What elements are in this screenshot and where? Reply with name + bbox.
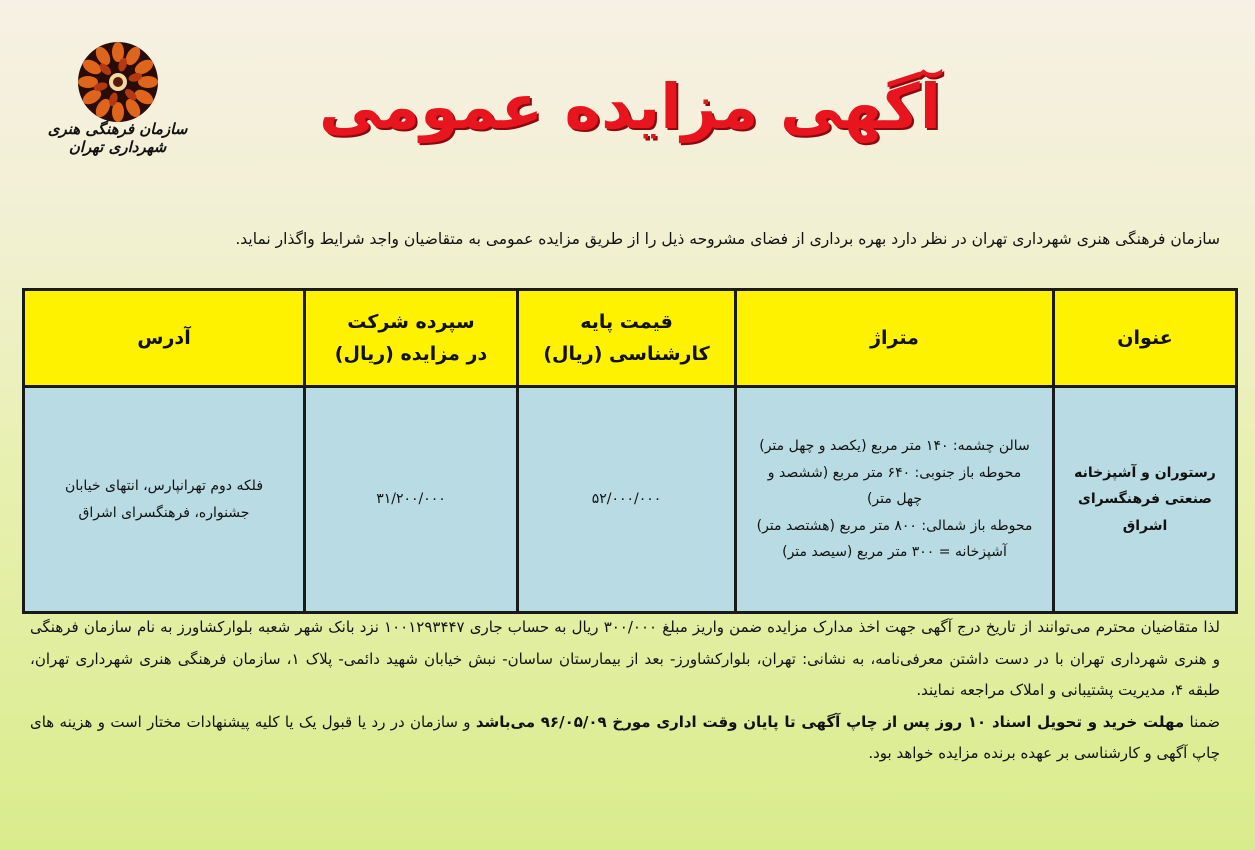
area-line-4: محوطه باز شمالی: ۸۰۰ متر مربع (هشتصد متر) bbox=[756, 517, 1033, 534]
footer-paragraph-2 bbox=[30, 707, 1220, 770]
cell-deposit: ۳۱/۲۰۰/۰۰۰ bbox=[305, 387, 518, 613]
auction-table bbox=[22, 288, 1238, 614]
header-base-price bbox=[518, 290, 736, 387]
header-deposit bbox=[305, 290, 518, 387]
logo-calligraphy: سازمان فرهنگی هنری شهرداری تهران bbox=[47, 120, 188, 156]
footer-text bbox=[30, 612, 1220, 770]
cell-base-price: ۵۲/۰۰۰/۰۰۰ bbox=[518, 387, 736, 613]
area-line-1: سالن چشمه: ۱۴۰ متر مربع (یکصد و چهل متر) bbox=[759, 438, 1030, 455]
page-title: آگهی مزایده عمومی bbox=[319, 70, 941, 143]
header-base-price-line2: کارشناسی (ریال) bbox=[543, 343, 710, 365]
cell-address: فلکه دوم تهرانپارس، انتهای خیابان جشنواره، فرهنگسرای اشراق bbox=[24, 387, 305, 613]
table-row bbox=[24, 387, 1237, 613]
cell-title: رستوران و آشپزخانه صنعتی فرهنگسرای اشراق bbox=[1054, 387, 1237, 613]
header-base-price-line1: قیمت پایه bbox=[580, 310, 673, 333]
footer-p2-rest: و سازمان در رد یا قبول یک یا کلیه پیشنهادات مختار است و هزینه های چاپ آگهی و کارشناسی بر عهده برنده مزایده خواهد بود. bbox=[30, 712, 1220, 762]
area-line-2: محوطه باز جنوبی: ۶۴۰ متر مربع (ششصد و bbox=[767, 464, 1022, 481]
intro-text: سازمان فرهنگی هنری شهرداری تهران در نظر دارد بهره برداری از فضای مشروحه ذیل را از طریق مزایده عمومی به متقاضیان واجد شرایط واگذار نماید. bbox=[235, 230, 1220, 248]
header-deposit-line2: در مزایده (ریال) bbox=[334, 343, 488, 365]
header-title: عنوان bbox=[1054, 290, 1237, 387]
area-line-3: چهل متر) bbox=[866, 491, 923, 508]
footer-paragraph-1: لذا متقاضیان محترم می‌توانند از تاریخ درج آگهی جهت اخذ مدارک مزایده ضمن واریز مبلغ ۳۰۰/۰۰۰ ریال به حساب جاری ۱۰۰۱۲۹۳۴۴۷ نزد بانک شهر شعبه بلوارکشاورز به نام سازمان فرهنگی و هنری شهرداری تهران با در دست داشتن معرفی‌نامه، به نشانی: تهران، بلوارکشاورز- بعد از بیمارستان ساسان- نبش خیابان شهید دائمی- پلاک ۱، سازمان فرهنگی هنری شهرداری تهران، طبقه ۴، مدیریت پشتیبانی و املاک مراجعه نمایند. bbox=[30, 618, 1221, 699]
header-address: آدرس bbox=[24, 290, 305, 387]
header-area: متراژ bbox=[736, 290, 1054, 387]
table-header-row bbox=[24, 290, 1237, 387]
area-line-5: آشپزخانه = ۳۰۰ متر مربع (سیصد متر) bbox=[782, 544, 1007, 561]
cell-area bbox=[736, 387, 1054, 613]
organization-logo bbox=[38, 40, 213, 190]
footer-deadline: مهلت خرید و تحویل اسناد ۱۰ روز پس از چاپ آگهی تا پایان وقت اداری مورخ ۹۶/۰۵/۰۹ می‌باشد bbox=[475, 712, 1185, 731]
footer-p2-prefix: ضمنا bbox=[1184, 712, 1221, 731]
header-deposit-line1: سپرده شرکت bbox=[347, 310, 475, 333]
